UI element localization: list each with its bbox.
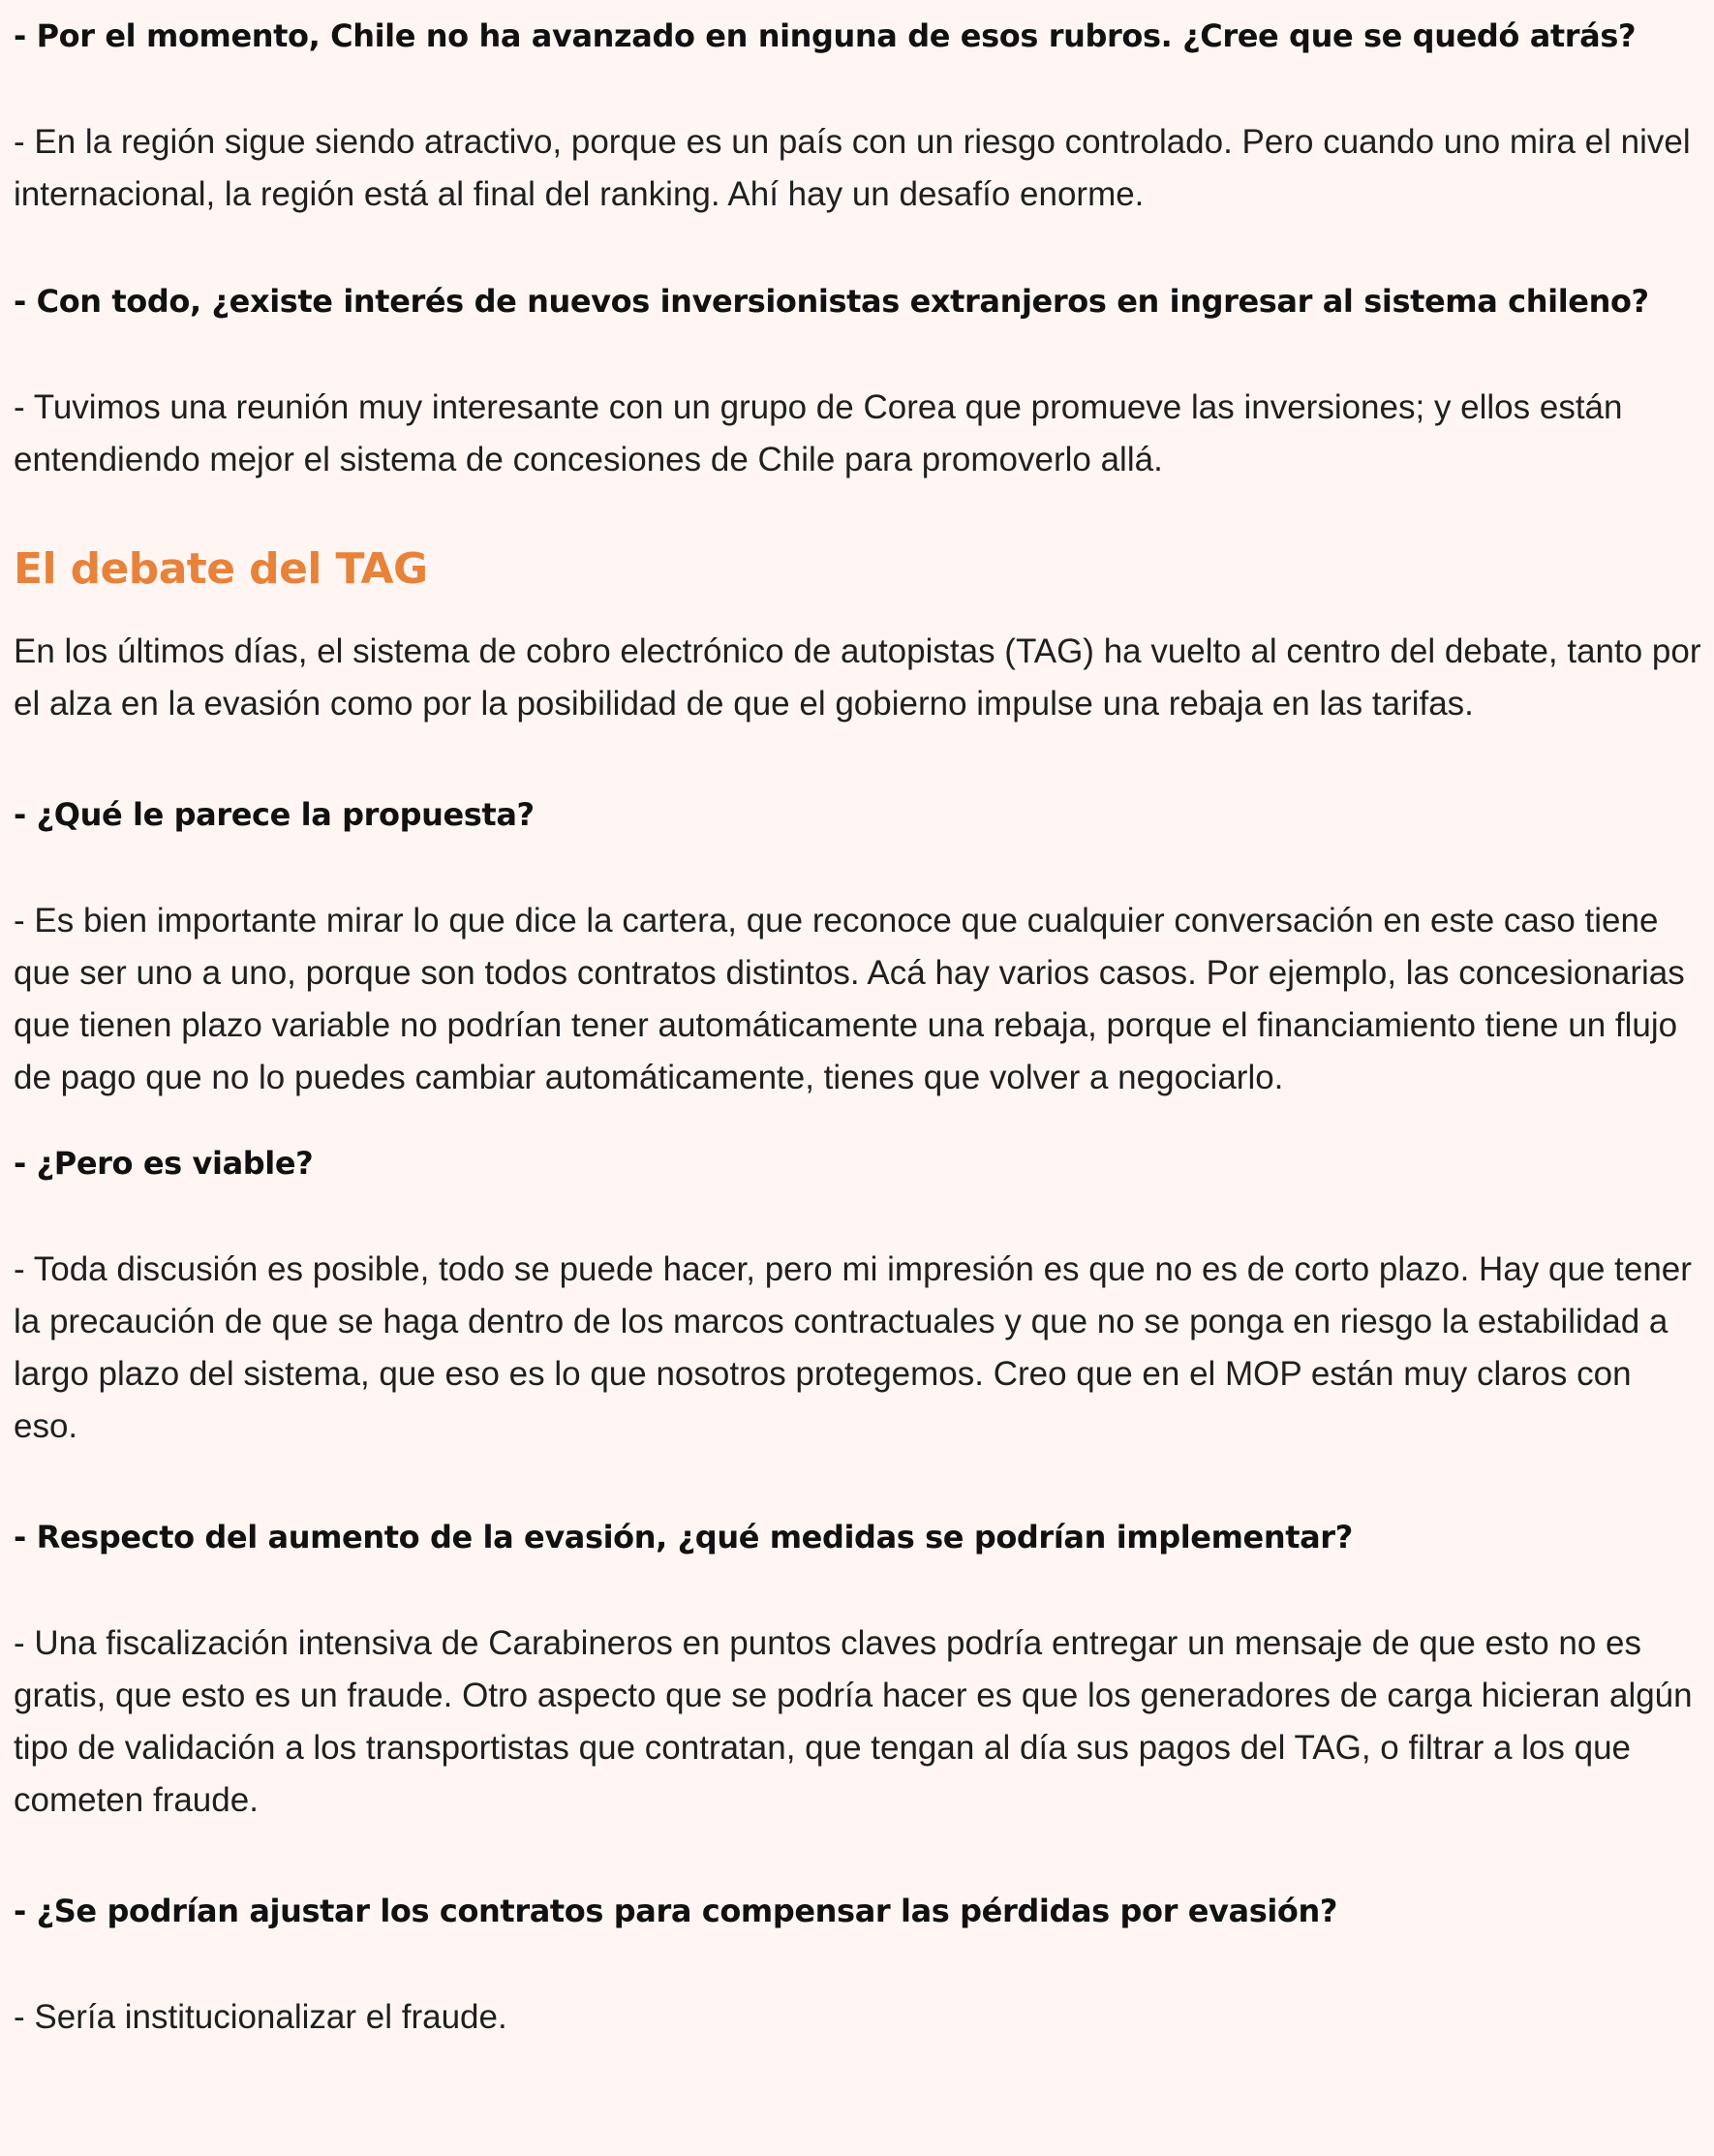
interview-answer: - Es bien importante mirar lo que dice la cartera, que reconoce que cualquier conversación en este caso tiene que ser uno a uno, porque son todos contratos distintos. Acá hay varios casos. Por ejemplo, las concesionarias que tienen plazo variable no podrían tener automáticamente una rebaja, porque el financiamiento tiene un flujo de pago que no lo puedes cambiar automáticamente, tienes que volver a negociarlo. <box>14 902 1685 1096</box>
interview-answer: - Una fiscalización intensiva de Carabineros en puntos claves podría entregar un mensaje de que esto no es gratis, que esto es un fraude. Otro aspecto que se podría hacer es que los generadores de carga hicieran algún tipo de validación a los transportistas que contratan, que tengan al día sus pagos del TAG, o filtrar a los que cometen fraude. <box>14 1624 1693 1819</box>
interview-question: - ¿Qué le parece la propuesta? <box>14 796 535 833</box>
interview-answer: - En la región sigue siendo atractivo, porque es un país con un riesgo controlado. Pero cuando uno mira el nivel internacional, la región está al final del ranking. Ahí hay un desafío enorme. <box>14 123 1691 213</box>
article-body <box>14 0 1703 2044</box>
interview-question: - Respecto del aumento de la evasión, ¿qué medidas se podrían implementar? <box>14 1519 1353 1555</box>
section-heading: El debate del TAG <box>14 544 428 594</box>
interview-question: - Por el momento, Chile no ha avanzado en ninguna de esos rubros. ¿Cree que se quedó atrás? <box>14 17 1637 54</box>
interview-answer: - Tuvimos una reunión muy interesante con un grupo de Corea que promueve las inversiones; y ellos están entendiendo mejor el sistema de concesiones de Chile para promoverlo allá. <box>14 388 1623 478</box>
interview-question: - Con todo, ¿existe interés de nuevos inversionistas extranjeros en ingresar al sistema chileno? <box>14 283 1649 320</box>
interview-question: - ¿Pero es viable? <box>14 1145 314 1182</box>
section-intro-paragraph: En los últimos días, el sistema de cobro electrónico de autopistas (TAG) ha vuelto al centro del debate, tanto por el alza en la evasión como por la posibilidad de que el gobierno impulse una rebaja en las tarifas. <box>14 632 1701 723</box>
interview-answer: - Sería institucionalizar el fraude. <box>14 1998 507 2036</box>
interview-answer: - Toda discusión es posible, todo se puede hacer, pero mi impresión es que no es de corto plazo. Hay que tener la precaución de que se haga dentro de los marcos contractuales y que no se ponga en riesgo la estabilidad a largo plazo del sistema, que eso es lo que nosotros protegemos. Creo que en el MOP están muy claros con eso. <box>14 1250 1692 1445</box>
interview-question: - ¿Se podrían ajustar los contratos para compensar las pérdidas por evasión? <box>14 1893 1338 1929</box>
